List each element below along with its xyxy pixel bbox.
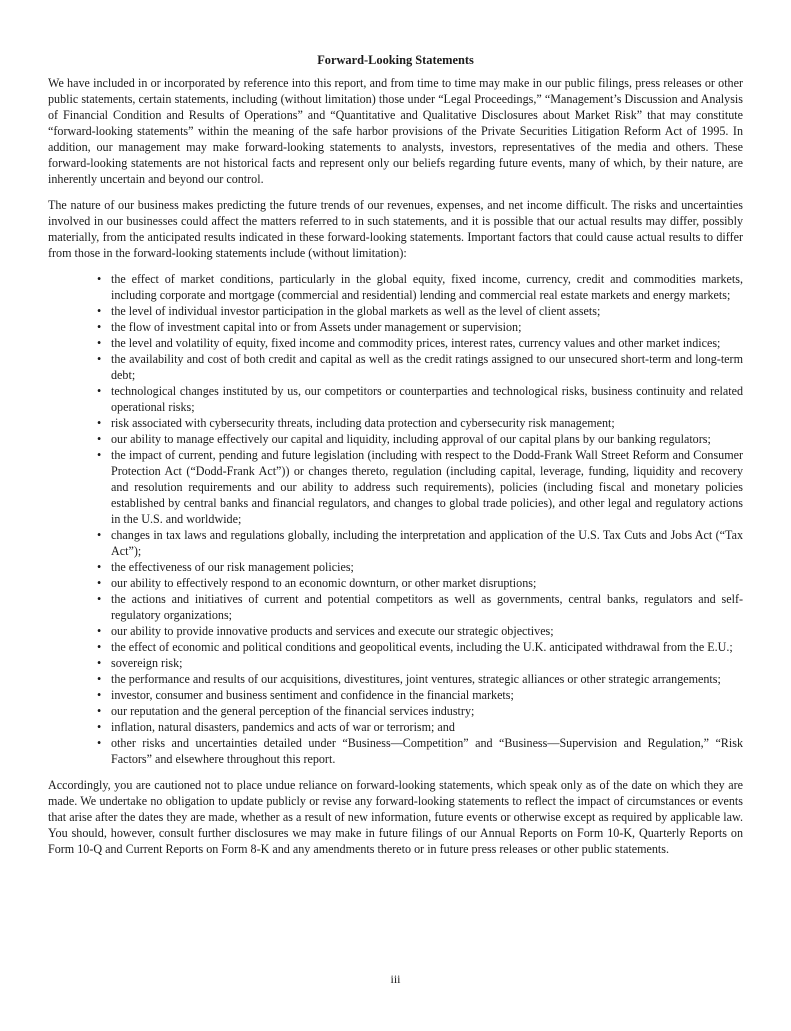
list-item-text: the flow of investment capital into or from Assets under management or supervision; <box>111 320 522 334</box>
list-item-text: the impact of current, pending and future legislation (including with respect to the Dodd-Frank Wall Street Reform and Consumer Protection Act (“Dodd-Frank Act”)) or changes thereto, regulation (including capital, leverage, funding, liquidity and recovery and resolution requirements and our ability to address such requirements), policies (including fiscal and monetary policies established by central banks and financial regulators, and changes to global trade policies), and other legal and regulatory actions in the U.S. and worldwide; <box>111 448 743 526</box>
list-item <box>97 575 743 591</box>
bullet-icon: • <box>97 528 102 542</box>
list-item-text: investor, consumer and business sentiment and confidence in the financial markets; <box>111 688 514 702</box>
bullet-icon: • <box>97 384 102 398</box>
bullet-icon: • <box>97 576 102 590</box>
list-item <box>97 559 743 575</box>
list-item <box>97 383 743 415</box>
page-number: iii <box>390 972 401 986</box>
bullet-icon: • <box>97 736 102 750</box>
list-item <box>97 271 743 303</box>
document-page <box>48 52 743 867</box>
bullet-icon: • <box>97 560 102 574</box>
bullet-icon: • <box>97 416 102 430</box>
list-item-text: other risks and uncertainties detailed under “Business—Competition” and “Business—Supervision and Regulation,” “Risk Factors” and elsewhere throughout this report. <box>111 736 743 766</box>
list-item-text: our ability to provide innovative products and services and execute our strategic objectives; <box>111 624 554 638</box>
list-item-text: inflation, natural disasters, pandemics and acts of war or terrorism; and <box>111 720 455 734</box>
list-item-text: changes in tax laws and regulations globally, including the interpretation and application of the U.S. Tax Cuts and Jobs Act (“Tax Act”); <box>111 528 743 558</box>
bullet-icon: • <box>97 320 102 334</box>
list-item <box>97 415 743 431</box>
list-item <box>97 671 743 687</box>
list-item <box>97 703 743 719</box>
list-item <box>97 447 743 527</box>
list-item-text: the effect of economic and political conditions and geopolitical events, including the U.K. anticipated withdrawal from the E.U.; <box>111 640 733 654</box>
list-item-text: technological changes instituted by us, our competitors or counterparties and technological risks, business continuity and related operational risks; <box>111 384 743 414</box>
bullet-icon: • <box>97 592 102 606</box>
bullet-icon: • <box>97 336 102 350</box>
bullet-icon: • <box>97 720 102 734</box>
list-item-text: our ability to manage effectively our capital and liquidity, including approval of our capital plans by our banking regulators; <box>111 432 711 446</box>
list-item <box>97 431 743 447</box>
bullet-icon: • <box>97 688 102 702</box>
bullet-icon: • <box>97 432 102 446</box>
risk-factors-intro-paragraph: The nature of our business makes predicting the future trends of our revenues, expenses, and net income difficult. The risks and uncertainties involved in our businesses could affect the matters referred to in such statements, and it is possible that our actual results may differ, possibly materially, from the anticipated results indicated in these forward-looking statements. Important factors that could cause actual results to differ from those in the forward-looking statements include (without limitation): <box>48 198 743 260</box>
list-item-text: the level and volatility of equity, fixed income and commodity prices, interest rates, currency values and other market indices; <box>111 336 721 350</box>
list-item-text: our reputation and the general perception of the financial services industry; <box>111 704 475 718</box>
list-item-text: the availability and cost of both credit and capital as well as the credit ratings assigned to our unsecured short-term and long-term debt; <box>111 352 743 382</box>
bullet-icon: • <box>97 304 102 318</box>
list-item <box>97 351 743 383</box>
bullet-icon: • <box>97 656 102 670</box>
bullet-icon: • <box>97 624 102 638</box>
list-item-text: the performance and results of our acquisitions, divestitures, joint ventures, strategic alliances or other strategic arrangements; <box>111 672 721 686</box>
bullet-icon: • <box>97 704 102 718</box>
list-item <box>97 335 743 351</box>
list-item-text: the effect of market conditions, particularly in the global equity, fixed income, currency, credit and commodities markets, including corporate and mortgage (commercial and residential) lending and commercial real estate markets and energy markets; <box>111 272 743 302</box>
closing-paragraph: Accordingly, you are cautioned not to place undue reliance on forward-looking statements, which speak only as of the date on which they are made. We undertake no obligation to update publicly or revise any forward-looking statements to reflect the impact of circumstances or events that arise after the dates they are made, whether as a result of new information, future events or otherwise except as required by applicable law. You should, however, consult further disclosures we may make in future filings of our Annual Reports on Form 10-K, Quarterly Reports on Form 10-Q and Current Reports on Form 8-K and any amendments thereto or in future press releases or other public statements. <box>48 778 743 856</box>
list-item <box>97 303 743 319</box>
list-item <box>97 687 743 703</box>
list-item-text: the actions and initiatives of current and potential competitors as well as governments, central banks, regulators and self-regulatory organizations; <box>111 592 743 622</box>
list-item <box>97 655 743 671</box>
list-item-text: the level of individual investor participation in the global markets as well as the level of client assets; <box>111 304 601 318</box>
list-item <box>97 719 743 735</box>
risk-factor-list <box>48 271 743 767</box>
list-item <box>97 623 743 639</box>
section-title: Forward-Looking Statements <box>317 53 474 67</box>
list-item <box>97 639 743 655</box>
bullet-icon: • <box>97 640 102 654</box>
list-item <box>97 591 743 623</box>
list-item <box>97 319 743 335</box>
list-item-text: our ability to effectively respond to an economic downturn, or other market disruptions; <box>111 576 537 590</box>
list-item-text: sovereign risk; <box>111 656 183 670</box>
list-item-text: risk associated with cybersecurity threats, including data protection and cybersecurity risk management; <box>111 416 615 430</box>
bullet-icon: • <box>97 672 102 686</box>
bullet-icon: • <box>97 352 102 366</box>
intro-paragraph: We have included in or incorporated by reference into this report, and from time to time may make in our public filings, press releases or other public statements, certain statements, including (without limitation) those under “Legal Proceedings,” “Management’s Discussion and Analysis of Financial Condition and Results of Operations” and “Quantitative and Qualitative Disclosures about Market Risk” that may constitute “forward-looking statements” within the meaning of the safe harbor provisions of the Private Securities Litigation Reform Act of 1995. In addition, our management may make forward-looking statements to analysts, investors, representatives of the media and others. These forward-looking statements are not historical facts and represent only our beliefs regarding future events, many of which, by their nature, are inherently uncertain and beyond our control. <box>48 76 743 186</box>
list-item <box>97 527 743 559</box>
bullet-icon: • <box>97 448 102 462</box>
bullet-icon: • <box>97 272 102 286</box>
list-item-text: the effectiveness of our risk management policies; <box>111 560 354 574</box>
list-item <box>97 735 743 767</box>
